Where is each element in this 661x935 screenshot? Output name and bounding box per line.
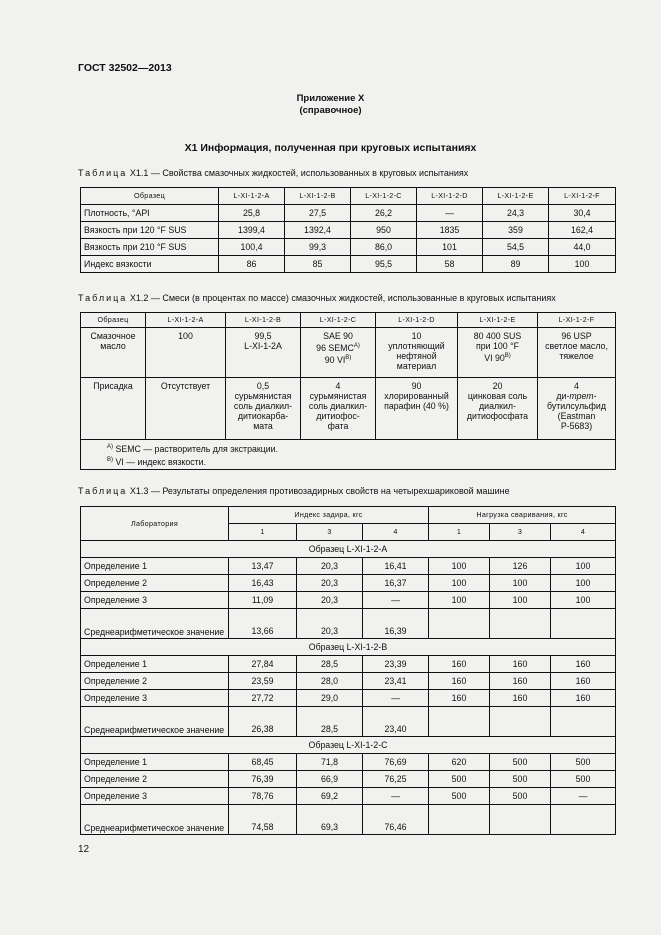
cell: 27,5 <box>285 205 351 222</box>
col-header: Образец <box>81 313 146 328</box>
cell: 11,09 <box>229 592 297 609</box>
cell: 100 <box>551 558 616 575</box>
col-header: L-XI-1-2-D <box>417 188 483 205</box>
cell <box>429 609 490 639</box>
cell: 96 USP светлое масло, тяжелое <box>538 328 616 378</box>
appendix-title: Приложение X <box>296 93 365 104</box>
cell: 1392,4 <box>285 222 351 239</box>
sub-header: 3 <box>297 524 363 541</box>
cell: 500 <box>490 788 551 805</box>
col-header: L-XI-1-2-E <box>483 188 549 205</box>
cell: 28,5 <box>297 707 363 737</box>
row-label: Плотность, °API <box>81 205 219 222</box>
cell: 76,46 <box>363 805 429 835</box>
group-row <box>81 639 616 656</box>
cell: 20,3 <box>297 575 363 592</box>
sub-header: 4 <box>551 524 616 541</box>
cell: Отсутствует <box>146 378 226 440</box>
cell: 95,5 <box>351 256 417 273</box>
cell: 89 <box>483 256 549 273</box>
section-title: X1 Информация, полученная при круговых испытаниях <box>184 142 477 154</box>
cell <box>429 805 490 835</box>
cell: 24,3 <box>483 205 549 222</box>
table-row <box>81 656 616 673</box>
cell: 16,41 <box>363 558 429 575</box>
cell: 25,8 <box>219 205 285 222</box>
cell: 16,39 <box>363 609 429 639</box>
cell: 99,5 L-XI-1-2A <box>226 328 301 378</box>
table2-header-row <box>81 313 616 328</box>
footnote-mark: B) <box>107 456 113 463</box>
cell: 160 <box>551 673 616 690</box>
caption-prefix: Таблица <box>78 168 128 178</box>
cell: — <box>363 690 429 707</box>
cell-text: 80 400 SUS при 100 °F VI 90 <box>473 331 522 363</box>
group-title: Образец L-XI-1-2-A <box>81 541 616 558</box>
table-row <box>81 575 616 592</box>
cell: 100 <box>429 592 490 609</box>
cell: 359 <box>483 222 549 239</box>
cell: 160 <box>429 673 490 690</box>
table2-caption <box>78 293 556 303</box>
cell: 23,41 <box>363 673 429 690</box>
col-header: L-XI-1-2-D <box>376 313 458 328</box>
sub-header: 1 <box>429 524 490 541</box>
row-label: Вязкость при 210 °F SUS <box>81 239 219 256</box>
row-label: Смазочное масло <box>81 328 146 378</box>
table2-row-additive <box>81 378 616 440</box>
cell: 69,3 <box>297 805 363 835</box>
cell: 500 <box>429 771 490 788</box>
cell: — <box>551 788 616 805</box>
cell: 1835 <box>417 222 483 239</box>
cell: 100 <box>429 558 490 575</box>
cell: 160 <box>551 656 616 673</box>
cell: 28,0 <box>297 673 363 690</box>
cell: 160 <box>490 673 551 690</box>
row-label: Определение 2 <box>81 771 229 788</box>
cell: 160 <box>490 656 551 673</box>
cell-text: 4 ди- <box>556 381 579 401</box>
cell: — <box>363 592 429 609</box>
row-label: Определение 3 <box>81 788 229 805</box>
footnote-text: SEMC — растворитель для экстракции. <box>115 443 279 454</box>
table-row <box>81 609 616 639</box>
col-header: L-XI-1-2-F <box>538 313 616 328</box>
cell: 4 сурьмянистая соль диалкил- дитиофос- фата <box>301 378 376 440</box>
footnote <box>107 455 612 468</box>
footnote-mark: B) <box>504 353 511 359</box>
cell: 20,3 <box>297 609 363 639</box>
sub-header: 1 <box>229 524 297 541</box>
table-row <box>81 805 616 835</box>
row-label: Вязкость при 120 °F SUS <box>81 222 219 239</box>
caption-prefix: Таблица <box>78 486 128 496</box>
cell: 160 <box>429 690 490 707</box>
table-row <box>81 707 616 737</box>
cell: 86,0 <box>351 239 417 256</box>
cell: 85 <box>285 256 351 273</box>
cell: 1399,4 <box>219 222 285 239</box>
cell: 100 <box>551 592 616 609</box>
sub-header: 4 <box>363 524 429 541</box>
cell: 0,5 сурьмянистая соль диалкил- дитиокарба- мата <box>226 378 301 440</box>
cell: 26,2 <box>351 205 417 222</box>
cell: 20,3 <box>297 592 363 609</box>
row-label: Определение 1 <box>81 656 229 673</box>
row-label: Среднеарифметическое значение <box>81 805 229 835</box>
cell: 100 <box>490 592 551 609</box>
row-label: Присадка <box>81 378 146 440</box>
cell-text-italic: трет <box>569 391 594 401</box>
cell: 162,4 <box>549 222 616 239</box>
caption-text: X1.2 — Смеси (в процентах по массе) смазочных жидкостей, использованные в круговых испытаниях <box>129 293 556 303</box>
cell: 23,39 <box>363 656 429 673</box>
table1-header-row <box>81 188 616 205</box>
cell: 950 <box>351 222 417 239</box>
footnote-mark: A) <box>107 443 113 450</box>
cell: 500 <box>551 754 616 771</box>
group-title: Образец L-XI-1-2-C <box>81 737 616 754</box>
cell: 500 <box>429 788 490 805</box>
cell: 68,45 <box>229 754 297 771</box>
cell: 100 <box>490 575 551 592</box>
cell: 76,39 <box>229 771 297 788</box>
appendix-subtitle: (справочное) <box>299 105 362 116</box>
cell: 20 цинковая соль диалкил- дитиофосфата <box>458 378 538 440</box>
cell: 500 <box>490 771 551 788</box>
cell: 620 <box>429 754 490 771</box>
table-row <box>81 690 616 707</box>
footnote-text: VI — индекс вязкости. <box>115 456 207 467</box>
cell: 58 <box>417 256 483 273</box>
table-row <box>81 558 616 575</box>
cell-text: SAE 90 96 SEMC <box>316 331 354 353</box>
cell: 126 <box>490 558 551 575</box>
row-label: Определение 2 <box>81 673 229 690</box>
table-row <box>81 788 616 805</box>
row-label: Среднеарифметическое значение <box>81 609 229 639</box>
cell <box>429 707 490 737</box>
cell <box>490 805 551 835</box>
table-row <box>81 592 616 609</box>
cell <box>301 328 376 378</box>
cell: 13,66 <box>229 609 297 639</box>
cell: 26,38 <box>229 707 297 737</box>
page-number: 12 <box>78 844 90 855</box>
col-header-load: Нагрузка сваривания, кгс <box>429 507 616 524</box>
cell <box>490 609 551 639</box>
table3 <box>80 506 616 835</box>
row-label: Среднеарифметическое значение <box>81 707 229 737</box>
cell: 20,3 <box>297 558 363 575</box>
cell-text: 90 VI <box>324 354 346 365</box>
cell-text: - бутилсульфид (Eastman P-5683) <box>547 391 606 431</box>
table3-caption <box>78 486 510 496</box>
col-header: L-XI-1-2-B <box>226 313 301 328</box>
caption-text: X1.1 — Свойства смазочных жидкостей, использованных в круговых испытаниях <box>129 168 469 178</box>
cell <box>458 328 538 378</box>
table1-caption <box>78 168 468 178</box>
cell: 160 <box>429 656 490 673</box>
cell: 160 <box>490 690 551 707</box>
caption-text: X1.3 — Результаты определения противозадирных свойств на четырехшариковой машине <box>129 486 510 496</box>
table-row <box>81 673 616 690</box>
cell: 101 <box>417 239 483 256</box>
footnote-mark: B) <box>345 354 352 361</box>
col-header: L-XI-1-2-C <box>351 188 417 205</box>
col-header: L-XI-1-2-E <box>458 313 538 328</box>
document-id: ГОСТ 32502—2013 <box>78 62 172 74</box>
cell <box>551 609 616 639</box>
col-header-index: Индекс задира, кгс <box>229 507 429 524</box>
cell: 74,58 <box>229 805 297 835</box>
cell: 90 хлорированный парафин (40 %) <box>376 378 458 440</box>
cell: — <box>417 205 483 222</box>
footnote-mark: A) <box>353 343 360 349</box>
sub-header: 3 <box>490 524 551 541</box>
row-label: Определение 3 <box>81 690 229 707</box>
cell: 27,84 <box>229 656 297 673</box>
row-label: Определение 1 <box>81 558 229 575</box>
table-row <box>81 239 616 256</box>
table-row <box>81 205 616 222</box>
col-header: L-XI-1-2-C <box>301 313 376 328</box>
col-header: L-XI-1-2-B <box>285 188 351 205</box>
table-row <box>81 771 616 788</box>
cell: 76,69 <box>363 754 429 771</box>
cell: 100 <box>429 575 490 592</box>
col-header: L-XI-1-2-A <box>219 188 285 205</box>
cell: 66,9 <box>297 771 363 788</box>
row-label: Определение 3 <box>81 592 229 609</box>
cell <box>551 805 616 835</box>
row-label: Определение 2 <box>81 575 229 592</box>
caption-prefix: Таблица <box>78 293 128 303</box>
cell: 160 <box>551 690 616 707</box>
footnote <box>107 442 612 455</box>
table-row <box>81 256 616 273</box>
cell: 13,47 <box>229 558 297 575</box>
cell: 76,25 <box>363 771 429 788</box>
cell: — <box>363 788 429 805</box>
cell: 100 <box>549 256 616 273</box>
cell: 30,4 <box>549 205 616 222</box>
cell: 29,0 <box>297 690 363 707</box>
group-row <box>81 541 616 558</box>
cell: 500 <box>551 771 616 788</box>
cell: 100 <box>551 575 616 592</box>
cell: 100,4 <box>219 239 285 256</box>
cell <box>538 378 616 440</box>
table2-notes <box>81 440 616 470</box>
cell: 44,0 <box>549 239 616 256</box>
cell: 23,40 <box>363 707 429 737</box>
table2-row-oil <box>81 328 616 378</box>
table-row <box>81 754 616 771</box>
cell: 99,3 <box>285 239 351 256</box>
table1 <box>80 187 616 273</box>
cell: 28,5 <box>297 656 363 673</box>
table-row <box>81 222 616 239</box>
group-row <box>81 737 616 754</box>
cell <box>551 707 616 737</box>
table2-notes-row <box>81 440 616 470</box>
col-header-lab: Лаборатория <box>81 507 229 541</box>
cell: 100 <box>146 328 226 378</box>
cell: 16,43 <box>229 575 297 592</box>
col-header: L-XI-1-2-A <box>146 313 226 328</box>
table2 <box>80 312 616 470</box>
cell: 86 <box>219 256 285 273</box>
cell <box>490 707 551 737</box>
cell: 78,76 <box>229 788 297 805</box>
table3-header-row <box>81 507 616 524</box>
cell: 27,72 <box>229 690 297 707</box>
cell: 71,8 <box>297 754 363 771</box>
col-header: Образец <box>81 188 219 205</box>
cell: 23,59 <box>229 673 297 690</box>
col-header: L-XI-1-2-F <box>549 188 616 205</box>
group-title: Образец L-XI-1-2-B <box>81 639 616 656</box>
row-label: Определение 1 <box>81 754 229 771</box>
row-label: Индекс вязкости <box>81 256 219 273</box>
cell: 500 <box>490 754 551 771</box>
cell: 54,5 <box>483 239 549 256</box>
cell: 69,2 <box>297 788 363 805</box>
cell: 10 уплотняющий нефтяной материал <box>376 328 458 378</box>
cell: 16,37 <box>363 575 429 592</box>
